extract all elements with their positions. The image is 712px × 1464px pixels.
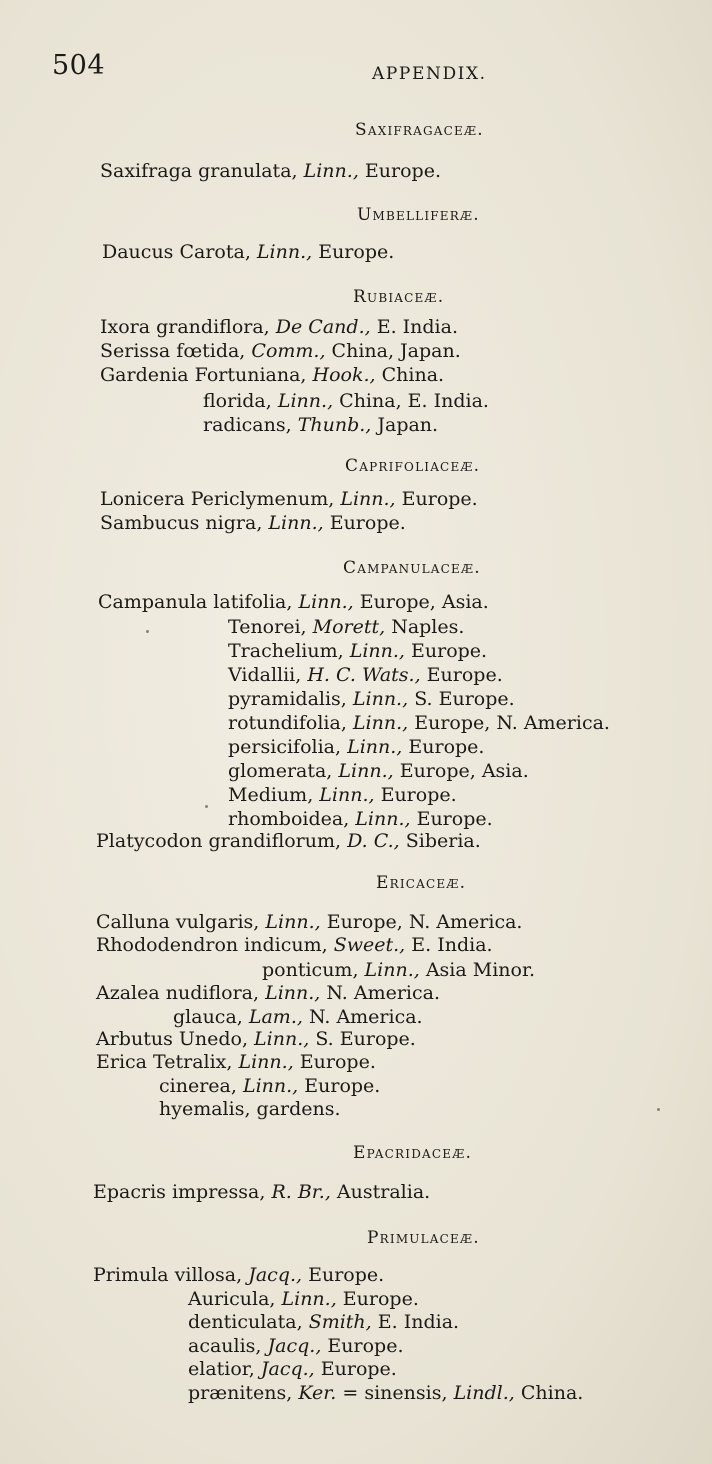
entry: persicifolia, Linn., Europe. <box>228 736 485 758</box>
entry: Lonicera Periclymenum, Linn., Europe. <box>100 488 478 510</box>
entry: acaulis, Jacq., Europe. <box>188 1335 404 1357</box>
paper-speck <box>657 1108 660 1111</box>
entry: radicans, Thunb., Japan. <box>203 414 439 436</box>
entry: Vidallii, H. C. Wats., Europe. <box>228 664 503 686</box>
entry: Sambucus nigra, Linn., Europe. <box>100 512 406 534</box>
family-heading-caprifoliaceae: Caprifoliaceæ. <box>345 456 481 476</box>
family-heading-campanulaceae: Campanulaceæ. <box>343 558 481 578</box>
family-heading-saxifragaceae: Saxifragaceæ. <box>355 120 484 140</box>
family-heading-epacridaceae: Epacridaceæ. <box>353 1143 473 1163</box>
entry: Calluna vulgaris, Linn., Europe, N. America. <box>96 911 523 933</box>
running-head: APPENDIX. <box>372 64 487 84</box>
paper-speck <box>205 805 208 808</box>
entry: Serissa fœtida, Comm., China, Japan. <box>100 340 461 362</box>
entry: Campanula latifolia, Linn., Europe, Asia. <box>98 591 489 613</box>
family-heading-primulaceae: Primulaceæ. <box>367 1228 480 1248</box>
entry: Rhododendron indicum, Sweet., E. India. <box>96 934 493 956</box>
entry: Platycodon grandiflorum, D. C., Siberia. <box>96 830 481 852</box>
entry: glomerata, Linn., Europe, Asia. <box>228 760 529 782</box>
entry: cinerea, Linn., Europe. <box>159 1075 381 1097</box>
entry: denticulata, Smith, E. India. <box>188 1311 460 1333</box>
page-number: 504 <box>52 50 106 81</box>
entry: Ixora grandiflora, De Cand., E. India. <box>100 316 459 338</box>
entry: hyemalis, gardens. <box>159 1098 341 1120</box>
entry: prænitens, Ker. = sinensis, Lindl., China. <box>188 1382 584 1404</box>
entry: Saxifraga granulata, Linn., Europe. <box>100 160 441 182</box>
entry: rhomboidea, Linn., Europe. <box>228 808 493 830</box>
entry: Epacris impressa, R. Br., Australia. <box>93 1181 431 1203</box>
entry: Auricula, Linn., Europe. <box>188 1288 419 1310</box>
family-heading-umbelliferae: Umbelliferæ. <box>357 205 480 225</box>
entry: glauca, Lam., N. America. <box>173 1006 423 1028</box>
entry: elatior, Jacq., Europe. <box>188 1358 397 1380</box>
entry: Medium, Linn., Europe. <box>228 784 457 806</box>
entry: Erica Tetralix, Linn., Europe. <box>96 1051 376 1073</box>
entry: ponticum, Linn., Asia Minor. <box>262 959 535 981</box>
paper-speck <box>146 630 149 633</box>
entry: florida, Linn., China, E. India. <box>203 390 489 412</box>
entry: Trachelium, Linn., Europe. <box>228 640 488 662</box>
entry: rotundifolia, Linn., Europe, N. America. <box>228 712 610 734</box>
entry: Gardenia Fortuniana, Hook., China. <box>100 364 445 386</box>
entry: Tenorei, Morett, Naples. <box>228 616 465 638</box>
entry: Arbutus Unedo, Linn., S. Europe. <box>96 1028 416 1050</box>
entry: pyramidalis, Linn., S. Europe. <box>228 688 515 710</box>
entry: Azalea nudiflora, Linn., N. America. <box>96 982 441 1004</box>
family-heading-ericaceae: Ericaceæ. <box>376 873 467 893</box>
family-heading-rubiaceae: Rubiaceæ. <box>353 287 445 307</box>
entry: Primula villosa, Jacq., Europe. <box>93 1264 385 1286</box>
entry: Daucus Carota, Linn., Europe. <box>102 241 395 263</box>
